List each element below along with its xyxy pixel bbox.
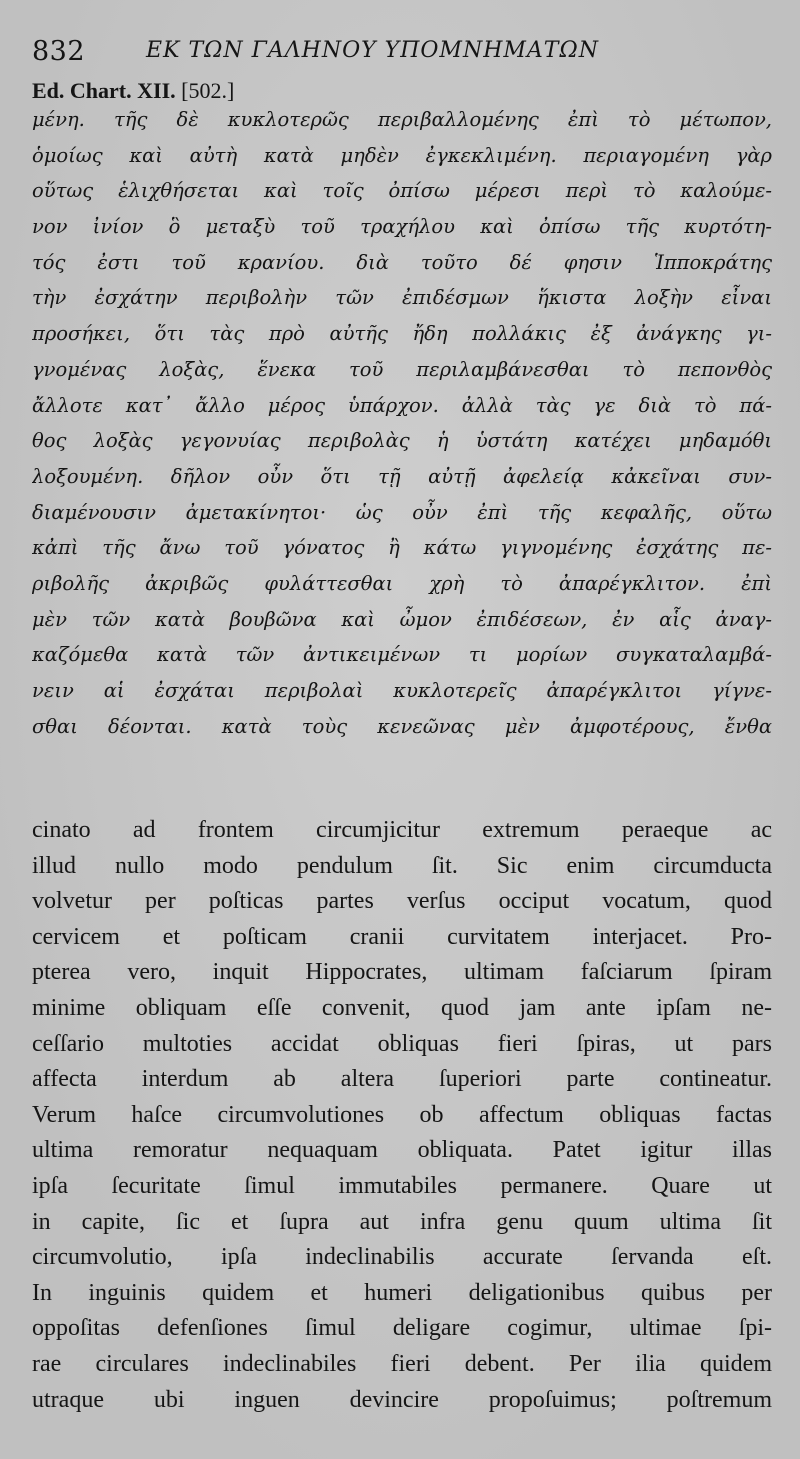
- latin-line: pterea vero, inquit Hippocrates, ultimam faſciarum ſpiram: [32, 959, 772, 986]
- latin-line: utraque ubi inguen devincire propoſuimus; poſtremum: [32, 1386, 772, 1413]
- latin-line: oppoſitas defenſiones ſimul deligare cogimur, ultimae ſpi-: [32, 1315, 772, 1342]
- greek-line: τός ἐστι τοῦ κρανίου. διὰ τοῦτο δέ φησιν Ἱπποκράτης: [32, 250, 772, 274]
- latin-line: rae circulares indeclinabiles fieri debent. Per ilia quidem: [32, 1350, 772, 1377]
- edition-bracket: [502.]: [181, 78, 235, 103]
- greek-line: τὴν ἐσχάτην περιβολὴν τῶν ἐπιδέσμων ἥκιστα λοξὴν εἶναι: [32, 286, 772, 310]
- running-title: ΕΚ ΤΩΝ ΓΑΛΗΝΟΥ ΥΠΟΜΝΗΜΑΤΩΝ: [146, 38, 599, 63]
- latin-line: cervicem et poſticam cranii curvitatem interjacet. Pro-: [32, 923, 772, 950]
- page-number: 832: [32, 36, 86, 67]
- greek-line: ὁμοίως καὶ αὐτὴ κατὰ μηδὲν ἐγκεκλιμένη. περιαγομένη γὰρ: [32, 143, 772, 167]
- greek-line: κἀπὶ τῆς ἄνω τοῦ γόνατος ἢ κάτω γιγνομένης ἐσχάτης πε-: [32, 536, 772, 560]
- greek-line: λοξουμένη. δῆλον οὖν ὅτι τῇ αὐτῇ ἀφελείᾳ κἀκεῖναι συν-: [32, 464, 772, 488]
- greek-line: νειν αἱ ἐσχάται περιβολαὶ κυκλοτερεῖς ἀπαρέγκλιτοι γίγνε-: [32, 679, 772, 702]
- latin-line: in capite, ſic et ſupra aut infra genu quum ultima ſit: [32, 1208, 772, 1235]
- latin-line: ipſa ſecuritate ſimul immutabiles permanere. Quare ut: [32, 1172, 772, 1199]
- greek-line: προσήκει, ὅτι τὰς πρὸ αὐτῆς ἤδη πολλάκις ἐξ ἀνάγκης γι-: [32, 322, 772, 346]
- greek-line: νον ἰνίον ὃ μεταξὺ τοῦ τραχήλου καὶ ὀπίσω τῆς κυρτότη-: [32, 215, 772, 239]
- latin-line: ceſſario multoties accidat obliquas fieri ſpiras, ut pars: [32, 1030, 772, 1057]
- greek-line: μένη. τῆς δὲ κυκλοτερῶς περιβαλλομένης ἐπὶ τὸ μέτωπον,: [32, 108, 772, 131]
- latin-line: Verum haſce circumvolutiones ob affectum obliquas factas: [32, 1101, 772, 1128]
- latin-line: volvetur per poſticas partes verſus occiput vocatum, quod: [32, 888, 772, 915]
- latin-line: In inguinis quidem et humeri deligationibus quibus per: [32, 1279, 772, 1306]
- greek-line: σθαι δέονται. κατὰ τοὺς κενεῶνας μὲν ἀμφοτέρους, ἔνθα: [32, 714, 772, 738]
- greek-line: ριβολῆς ἀκριβῶς φυλάττεσθαι χρὴ τὸ ἀπαρέγκλιτον. ἐπὶ: [32, 571, 772, 595]
- latin-line: minime obliquam eſſe convenit, quod jam ante ipſam ne-: [32, 994, 772, 1021]
- latin-line: ultima remoratur nequaquam obliquata. Patet igitur illas: [32, 1137, 772, 1164]
- edition-reference: [32, 78, 234, 104]
- greek-text-block: [32, 102, 772, 744]
- greek-line: θος λοξὰς γεγονυίας περιβολὰς ἡ ὑστάτη κατέχει μηδαμόθι: [32, 429, 772, 453]
- page-header: [32, 32, 772, 72]
- latin-line: affecta interdum ab altera ſuperiori parte contineatur.: [32, 1066, 772, 1093]
- greek-line: μὲν τῶν κατὰ βουβῶνα καὶ ὦμον ἐπιδέσεων, ἐν αἷς ἀναγ-: [32, 607, 772, 631]
- latin-line: illud nullo modo pendulum ſit. Sic enim circumducta: [32, 852, 772, 879]
- latin-line: circumvolutio, ipſa indeclinabilis accurate ſervanda eſt.: [32, 1244, 772, 1271]
- greek-line: ἄλλοτε κατ᾽ ἄλλο μέρος ὑπάρχον. ἀλλὰ τὰς γε διὰ τὸ πά-: [32, 393, 772, 417]
- edition-label: Ed. Chart. XII.: [32, 78, 176, 103]
- greek-line: διαμένουσιν ἀμετακίνητοι· ὡς οὖν ἐπὶ τῆς κεφαλῆς, οὕτω: [32, 500, 772, 524]
- latin-line: cinato ad frontem circumjicitur extremum peraeque ac: [32, 817, 772, 843]
- greek-line: οὕτως ἑλιχθήσεται καὶ τοῖς ὀπίσω μέρεσι περὶ τὸ καλούμε-: [32, 179, 772, 203]
- greek-line: καζόμεθα κατὰ τῶν ἀντικειμένων τι μορίων συγκαταλαμβά-: [32, 643, 772, 667]
- greek-line: γνομένας λοξὰς, ἕνεκα τοῦ περιλαμβάνεσθαι τὸ πεπονθὸς: [32, 357, 772, 381]
- latin-text-block: [32, 813, 772, 1418]
